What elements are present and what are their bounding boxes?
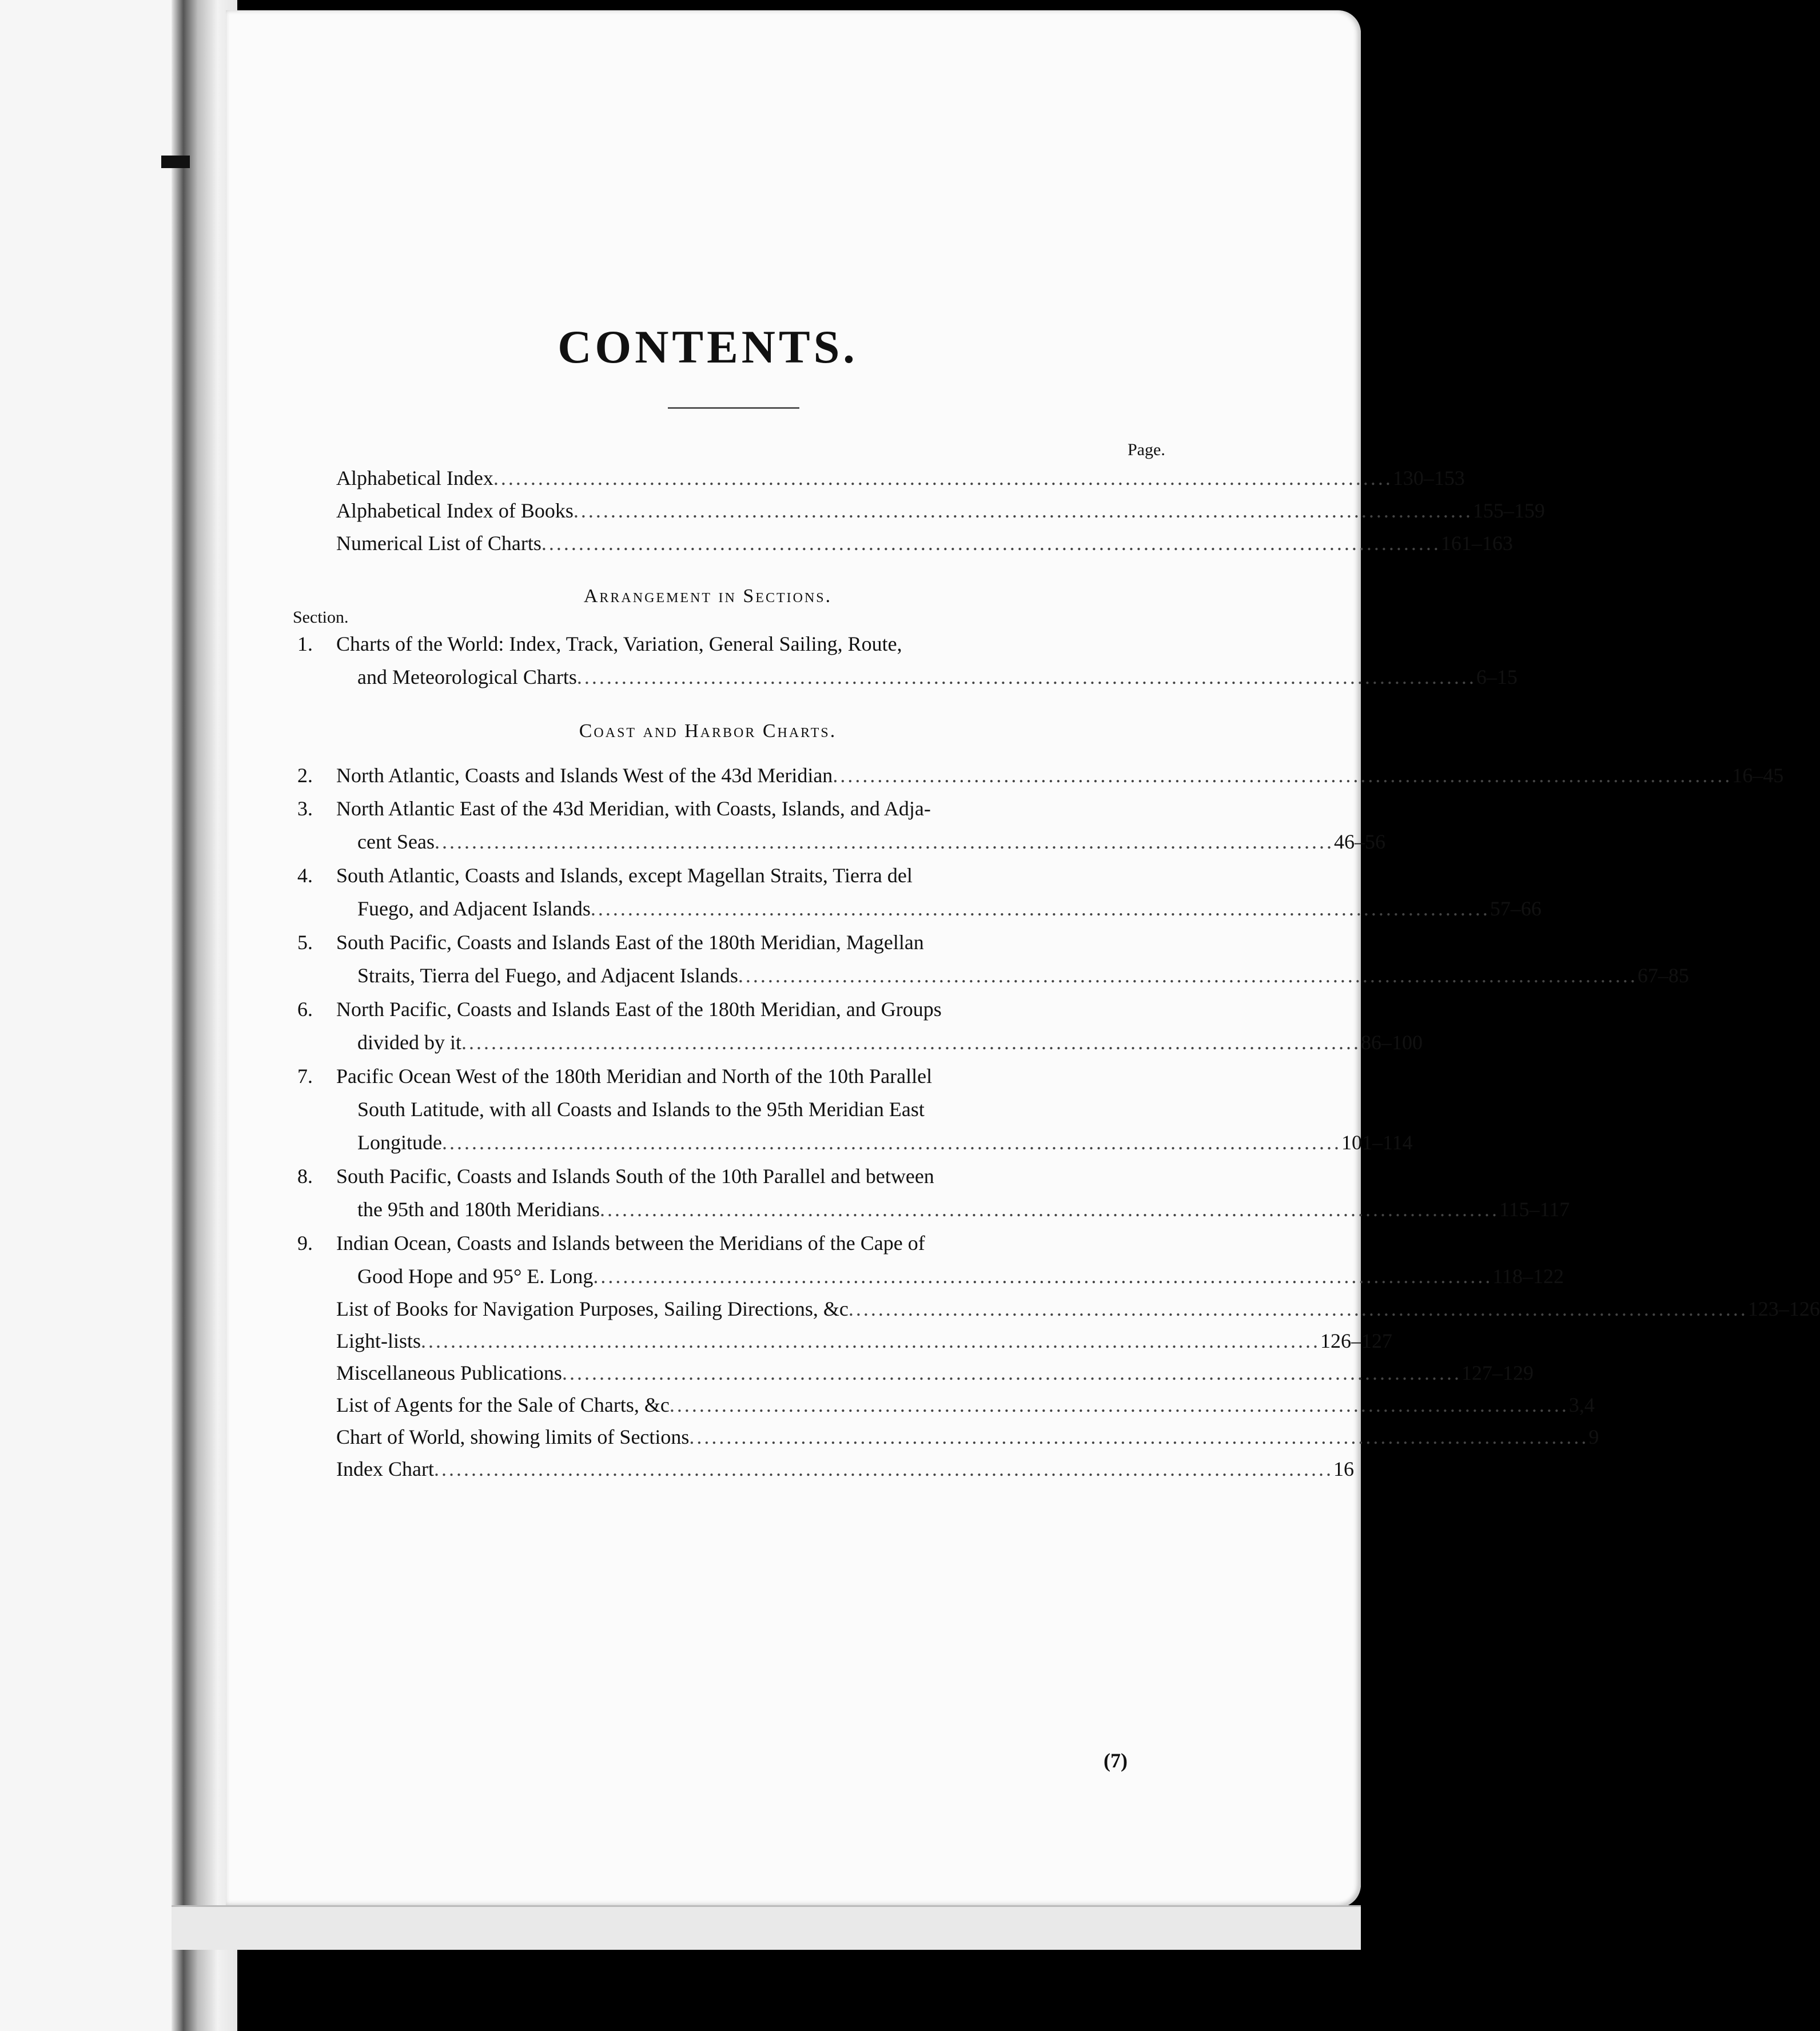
toc-entry[interactable] [357,1197,1570,1221]
leader-dots: ......................................................................................................................... [493,467,1393,489]
section-line[interactable]: South Atlantic, Coasts and Islands, except Magellan Straits, Tierra del [336,864,913,887]
section-line[interactable]: North Atlantic East of the 43d Meridian, with Coasts, Islands, and Adja- [336,797,931,820]
toc-entry[interactable] [336,531,1513,555]
leader-dots: ......................................................................................................................... [669,1393,1569,1416]
toc-entry[interactable] [357,665,1518,689]
toc-entry[interactable] [336,1329,1393,1353]
entry-page: 127–129 [1461,1361,1534,1384]
entry-label: Index Chart [336,1457,434,1480]
entry-page: 6–15 [1476,666,1518,688]
entry-page: 16 [1333,1457,1354,1480]
section-number: 1. [297,632,313,655]
section-number: 7. [297,1065,313,1088]
section-number: 9. [297,1232,313,1255]
section-number: 3. [297,797,313,820]
entry-page: 123–126 [1747,1297,1820,1320]
leader-dots: ......................................................................................................................... [689,1425,1589,1448]
section-heading-coast: Coast and Harbor Charts. [579,720,837,742]
section-number: 6. [297,998,313,1021]
entry-label: Longitude [357,1131,442,1154]
entry-label: Miscellaneous Publications [336,1361,562,1384]
toc-entry[interactable] [336,1457,1354,1481]
leader-dots: ......................................................................................................................... [434,830,1334,853]
entry-page: 16–45 [1732,764,1784,787]
entry-page: 46–56 [1333,830,1385,853]
section-line[interactable]: South Pacific, Coasts and Islands South of the 10th Parallel and between [336,1165,934,1188]
leader-dots: ......................................................................................................................... [561,1361,1461,1384]
section-number: 8. [297,1165,313,1188]
leader-dots: ......................................................................................................................... [441,1131,1341,1154]
leader-dots: ......................................................................................................................... [421,1329,1321,1352]
title-rule [668,407,799,409]
entry-page: 115–117 [1499,1198,1570,1221]
toc-entry[interactable] [336,1297,1820,1321]
entry-label: divided by it [357,1031,461,1054]
section-line[interactable]: Charts of the World: Index, Track, Variation, General Sailing, Route, [336,632,902,655]
entry-label: Good Hope and 95° E. Long [357,1265,594,1288]
entry-page: 126–127 [1320,1329,1393,1352]
entry-page: 57–66 [1490,897,1542,920]
entry-label: Straits, Tierra del Fuego, and Adjacent Islands [357,964,738,987]
entry-page: 3,4 [1568,1393,1595,1416]
toc-entry[interactable] [357,830,1385,854]
entry-page: 155–159 [1472,499,1545,522]
toc-entry[interactable] [357,963,1689,987]
facing-page-edge [0,0,183,2031]
toc-entry[interactable] [336,1425,1599,1449]
page-bottom-edge [172,1905,1361,1950]
document-page [226,10,1361,1907]
leader-dots: ......................................................................................................................... [848,1297,1748,1320]
leader-dots: ......................................................................................................................... [599,1198,1499,1221]
entry-label: and Meteorological Charts [357,666,577,688]
section-number: 4. [297,864,313,887]
entry-page: 118–122 [1492,1265,1564,1288]
entry-label: List of Agents for the Sale of Charts, &c [336,1393,670,1416]
entry-label: List of Books for Navigation Purposes, Sailing Directions, &c [336,1297,849,1320]
section-line[interactable]: South Pacific, Coasts and Islands East of the 180th Meridian, Magellan [336,931,924,954]
section-line[interactable]: South Latitude, with all Coasts and Islands to the 95th Meridian East [357,1098,925,1121]
leader-dots: ......................................................................................................................... [541,532,1441,555]
entry-label: Numerical List of Charts [336,532,541,555]
leader-dots: ......................................................................................................................... [573,499,1473,522]
entry-page: 130–153 [1392,467,1465,489]
entry-label: the 95th and 180th Meridians [357,1198,600,1221]
entry-page: 67–85 [1637,964,1689,987]
entry-label: North Atlantic, Coasts and Islands West of the 43d Meridian [336,764,833,787]
entry-label: Light-lists [336,1329,421,1352]
section-column-label: Section. [293,608,349,627]
section-line[interactable]: North Pacific, Coasts and Islands East of the 180th Meridian, and Groups [336,998,942,1021]
toc-entry[interactable] [357,1030,1423,1054]
toc-entry[interactable] [336,466,1465,490]
toc-entry[interactable] [357,1130,1413,1154]
entry-page: 161–163 [1440,532,1513,555]
toc-entry[interactable] [357,897,1542,921]
section-line[interactable]: Indian Ocean, Coasts and Islands between the Meridians of the Cape of [336,1232,925,1255]
entry-page: 9 [1588,1425,1599,1448]
entry-label: Fuego, and Adjacent Islands [357,897,591,920]
section-heading-arrangement: Arrangement in Sections. [583,586,833,607]
leader-dots: ......................................................................................................................... [738,964,1638,987]
leader-dots: ......................................................................................................................... [590,897,1490,920]
leader-dots: ......................................................................................................................... [593,1265,1493,1288]
toc-entry[interactable] [336,1361,1534,1385]
toc-entry[interactable] [357,1264,1564,1288]
scan-speck [1396,716,1401,720]
leader-dots: ......................................................................................................................... [461,1031,1361,1054]
leader-dots: ......................................................................................................................... [433,1457,1333,1480]
toc-entry[interactable] [336,499,1545,523]
scan-speck [1399,1784,1403,1789]
section-line[interactable]: Pacific Ocean West of the 180th Meridian and North of the 10th Parallel [336,1065,933,1088]
entry-label: Chart of World, showing limits of Sections [336,1425,690,1448]
page-column-label: Page. [1128,440,1165,459]
entry-page: 101–114 [1341,1131,1413,1154]
leader-dots: ......................................................................................................................... [833,764,1733,787]
entry-label: Alphabetical Index [336,467,493,489]
toc-entry[interactable] [336,763,1784,787]
entry-page: 86–100 [1361,1031,1423,1054]
page-number: (7) [1104,1749,1128,1772]
section-number: 5. [297,931,313,954]
section-number: 2. [297,764,313,787]
entry-label: cent Seas [357,830,435,853]
binding-clip [161,156,190,168]
toc-entry[interactable] [336,1393,1595,1417]
leader-dots: ......................................................................................................................... [576,666,1476,688]
page-title: CONTENTS. [557,321,858,373]
entry-label: Alphabetical Index of Books [336,499,574,522]
